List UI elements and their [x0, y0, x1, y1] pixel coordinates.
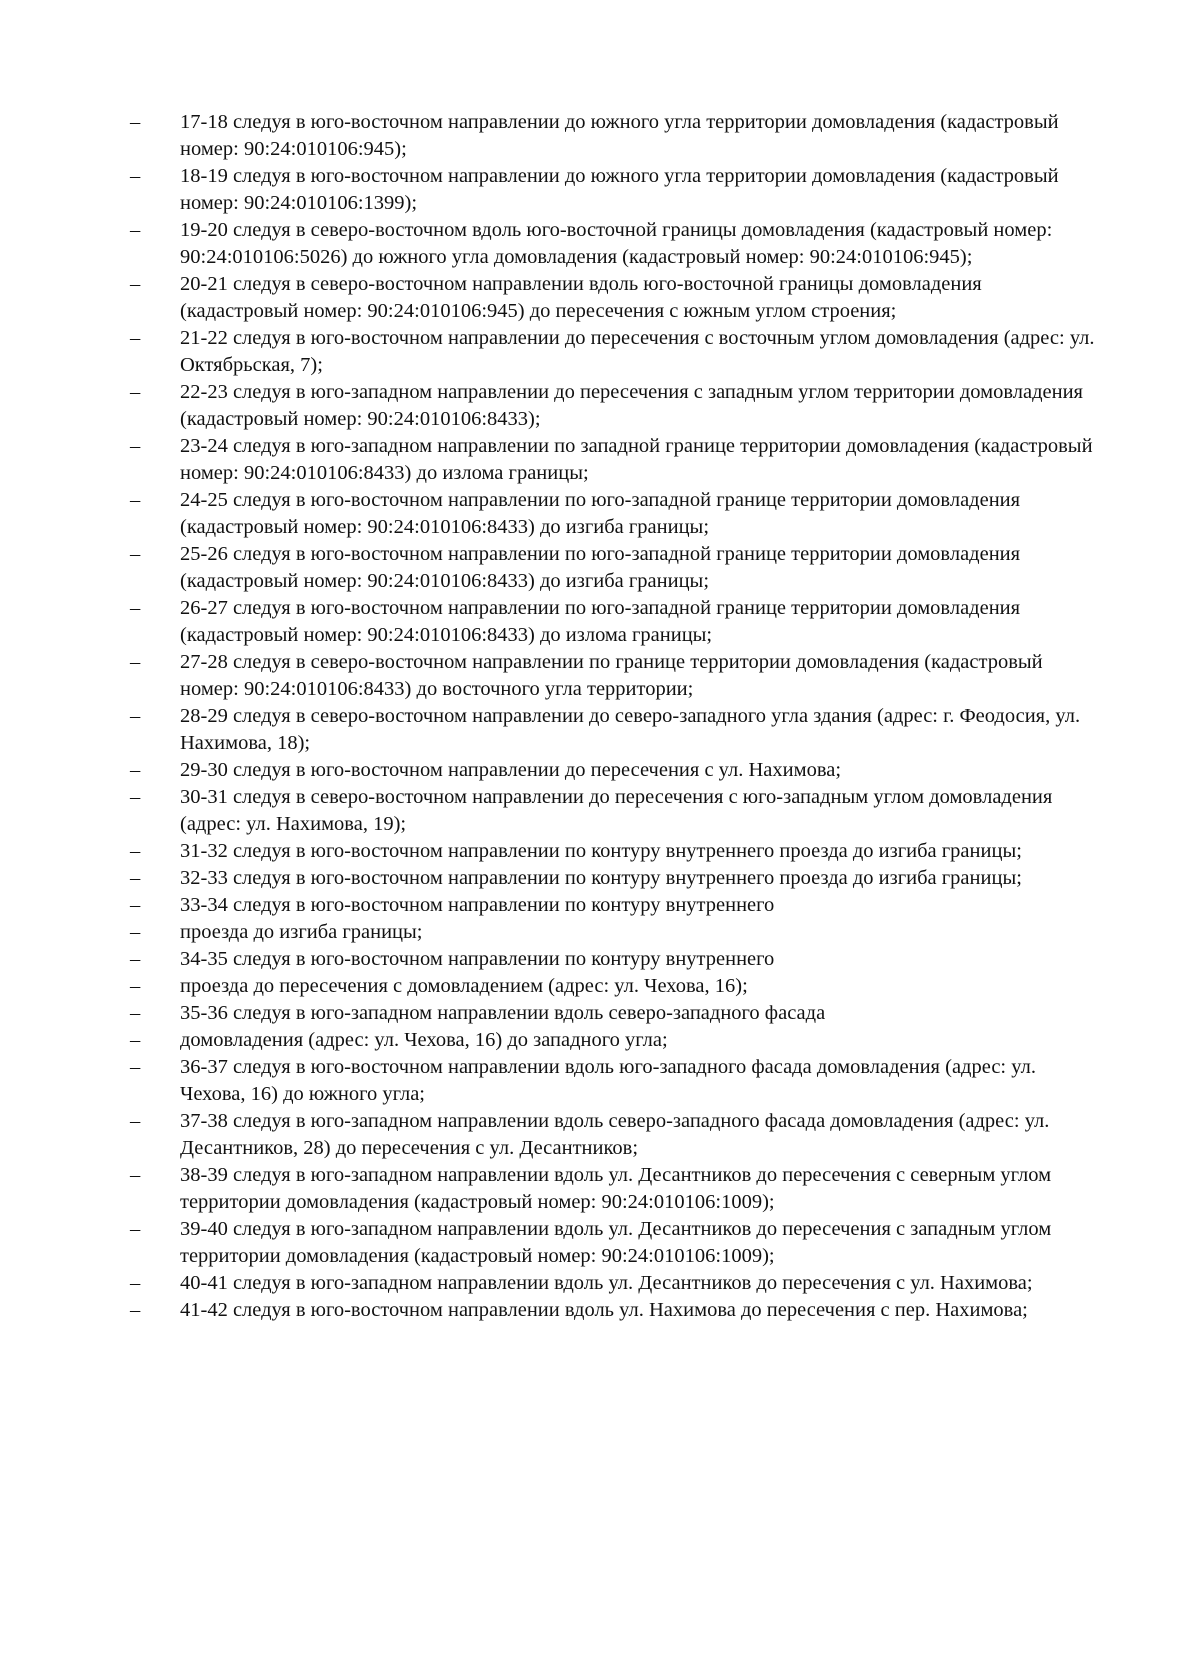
list-item-text: 22-23 следуя в юго-западном направлении до пересечения с западным углом территории домовладения (кадастровый номер: 90:24:010106:8433);: [180, 381, 1083, 430]
list-item: [130, 919, 1100, 946]
dash-bullet: [130, 784, 160, 811]
dash-bullet: [130, 271, 160, 298]
list-item: [130, 1216, 1100, 1270]
list-item: [130, 973, 1100, 1000]
dash-bullet: [130, 1216, 160, 1243]
list-item-text: 38-39 следуя в юго-западном направлении вдоль ул. Десантников до пересечения с северным углом территории домовладения (кадастровый номер: 90:24:010106:1009);: [180, 1164, 1052, 1213]
dash-bullet: [130, 1054, 160, 1081]
list-item: [130, 946, 1100, 973]
dash-bullet: [130, 1000, 160, 1027]
dash-bullet: [130, 487, 160, 514]
dash-bullet: [130, 433, 160, 460]
list-item: [130, 379, 1100, 433]
list-item-text: 21-22 следуя в юго-восточном направлении до пересечения с восточным углом домовладения (адрес: ул. Октябрьская, 7);: [180, 327, 1095, 376]
dash-bullet: [130, 217, 160, 244]
list-item: [130, 865, 1100, 892]
dash-bullet: [130, 1270, 160, 1297]
list-item: [130, 271, 1100, 325]
list-item-text: 23-24 следуя в юго-западном направлении по западной границе территории домовладения (кадастровый номер: 90:24:010106:8433) до излома границы;: [180, 435, 1093, 484]
list-item-text: проезда до пересечения с домовладением (адрес: ул. Чехова, 16);: [180, 975, 748, 997]
list-item-text: 29-30 следуя в юго-восточном направлении до пересечения с ул. Нахимова;: [180, 759, 842, 781]
dash-bullet: [130, 973, 160, 1000]
dash-bullet: [130, 1162, 160, 1189]
list-item: [130, 1054, 1100, 1108]
list-item: [130, 1270, 1100, 1297]
list-item-text: 30-31 следуя в северо-восточном направлении до пересечения с юго-западным углом домовладения (адрес: ул. Нахимова, 19);: [180, 786, 1053, 835]
list-item-text: 36-37 следуя в юго-восточном направлении вдоль юго-западного фасада домовладения (адрес: ул. Чехова, 16) до южного угла;: [180, 1056, 1036, 1105]
dash-bullet: [130, 163, 160, 190]
list-item-text: 26-27 следуя в юго-восточном направлении по юго-западной границе территории домовладения (кадастровый номер: 90:24:010106:8433) до излома границы;: [180, 597, 1021, 646]
dash-bullet: [130, 919, 160, 946]
list-item-text: 34-35 следуя в юго-восточном направлении по контуру внутреннего: [180, 948, 775, 970]
list-item-text: 40-41 следуя в юго-западном направлении вдоль ул. Десантников до пересечения с ул. Нахимова;: [180, 1272, 1033, 1294]
list-item: [130, 757, 1100, 784]
dash-bullet: [130, 541, 160, 568]
list-item: [130, 703, 1100, 757]
list-item-text: 35-36 следуя в юго-западном направлении вдоль северо-западного фасада: [180, 1002, 826, 1024]
list-item: [130, 325, 1100, 379]
list-item: [130, 541, 1100, 595]
list-item-text: 18-19 следуя в юго-восточном направлении до южного угла территории домовладения (кадастровый номер: 90:24:010106:1399);: [180, 165, 1059, 214]
list-item: [130, 163, 1100, 217]
list-item-text: 37-38 следуя в юго-западном направлении вдоль северо-западного фасада домовладения (адрес: ул. Десантников, 28) до пересечения с ул. Десантников;: [180, 1110, 1050, 1159]
list-item-text: 17-18 следуя в юго-восточном направлении до южного угла территории домовладения (кадастровый номер: 90:24:010106:945);: [180, 111, 1059, 160]
dash-bullet: [130, 649, 160, 676]
dash-bullet: [130, 595, 160, 622]
list-item-text: 24-25 следуя в юго-восточном направлении по юго-западной границе территории домовладения (кадастровый номер: 90:24:010106:8433) до изгиба границы;: [180, 489, 1021, 538]
list-item-text: 19-20 следуя в северо-восточном вдоль юго-восточной границы домовладения (кадастровый номер: 90:24:010106:5026) до южного угла домовладения (кадастровый номер: 90:24:010106:945);: [180, 219, 1053, 268]
list-item: [130, 892, 1100, 919]
list-item-text: 33-34 следуя в юго-восточном направлении по контуру внутреннего: [180, 894, 775, 916]
list-item-text: 32-33 следуя в юго-восточном направлении по контуру внутреннего проезда до изгиба границы;: [180, 867, 1022, 889]
list-item-text: 27-28 следуя в северо-восточном направлении по границе территории домовладения (кадастровый номер: 90:24:010106:8433) до восточного угла территории;: [180, 651, 1043, 700]
dash-bullet: [130, 325, 160, 352]
dash-bullet: [130, 1108, 160, 1135]
dash-bullet: [130, 379, 160, 406]
list-item: [130, 217, 1100, 271]
list-item: [130, 595, 1100, 649]
dash-bullet: [130, 757, 160, 784]
boundary-description-list: [130, 109, 1100, 1324]
list-item: [130, 1027, 1100, 1054]
dash-bullet: [130, 865, 160, 892]
dash-bullet: [130, 892, 160, 919]
list-item: [130, 1108, 1100, 1162]
list-item: [130, 1000, 1100, 1027]
dash-bullet: [130, 1297, 160, 1324]
dash-bullet: [130, 946, 160, 973]
list-item-text: домовладения (адрес: ул. Чехова, 16) до западного угла;: [180, 1029, 668, 1051]
list-item-text: 41-42 следуя в юго-восточном направлении вдоль ул. Нахимова до пересечения с пер. Нахимова;: [180, 1299, 1028, 1321]
dash-bullet: [130, 703, 160, 730]
list-item-text: 28-29 следуя в северо-восточном направлении до северо-западного угла здания (адрес: г. Феодосия, ул. Нахимова, 18);: [180, 705, 1081, 754]
list-item: [130, 487, 1100, 541]
list-item-text: 20-21 следуя в северо-восточном направлении вдоль юго-восточной границы домовладения (кадастровый номер: 90:24:010106:945) до пересечения с южным углом строения;: [180, 273, 982, 322]
list-item: [130, 109, 1100, 163]
list-item: [130, 784, 1100, 838]
list-item: [130, 1162, 1100, 1216]
dash-bullet: [130, 109, 160, 136]
list-item: [130, 1297, 1100, 1324]
list-item: [130, 838, 1100, 865]
list-item-text: проезда до изгиба границы;: [180, 921, 423, 943]
dash-bullet: [130, 1027, 160, 1054]
list-item: [130, 649, 1100, 703]
dash-bullet: [130, 838, 160, 865]
list-item-text: 31-32 следуя в юго-восточном направлении по контуру внутреннего проезда до изгиба границы;: [180, 840, 1022, 862]
list-item-text: 39-40 следуя в юго-западном направлении вдоль ул. Десантников до пересечения с западным углом территории домовладения (кадастровый номер: 90:24:010106:1009);: [180, 1218, 1052, 1267]
list-item: [130, 433, 1100, 487]
list-item-text: 25-26 следуя в юго-восточном направлении по юго-западной границе территории домовладения (кадастровый номер: 90:24:010106:8433) до изгиба границы;: [180, 543, 1021, 592]
